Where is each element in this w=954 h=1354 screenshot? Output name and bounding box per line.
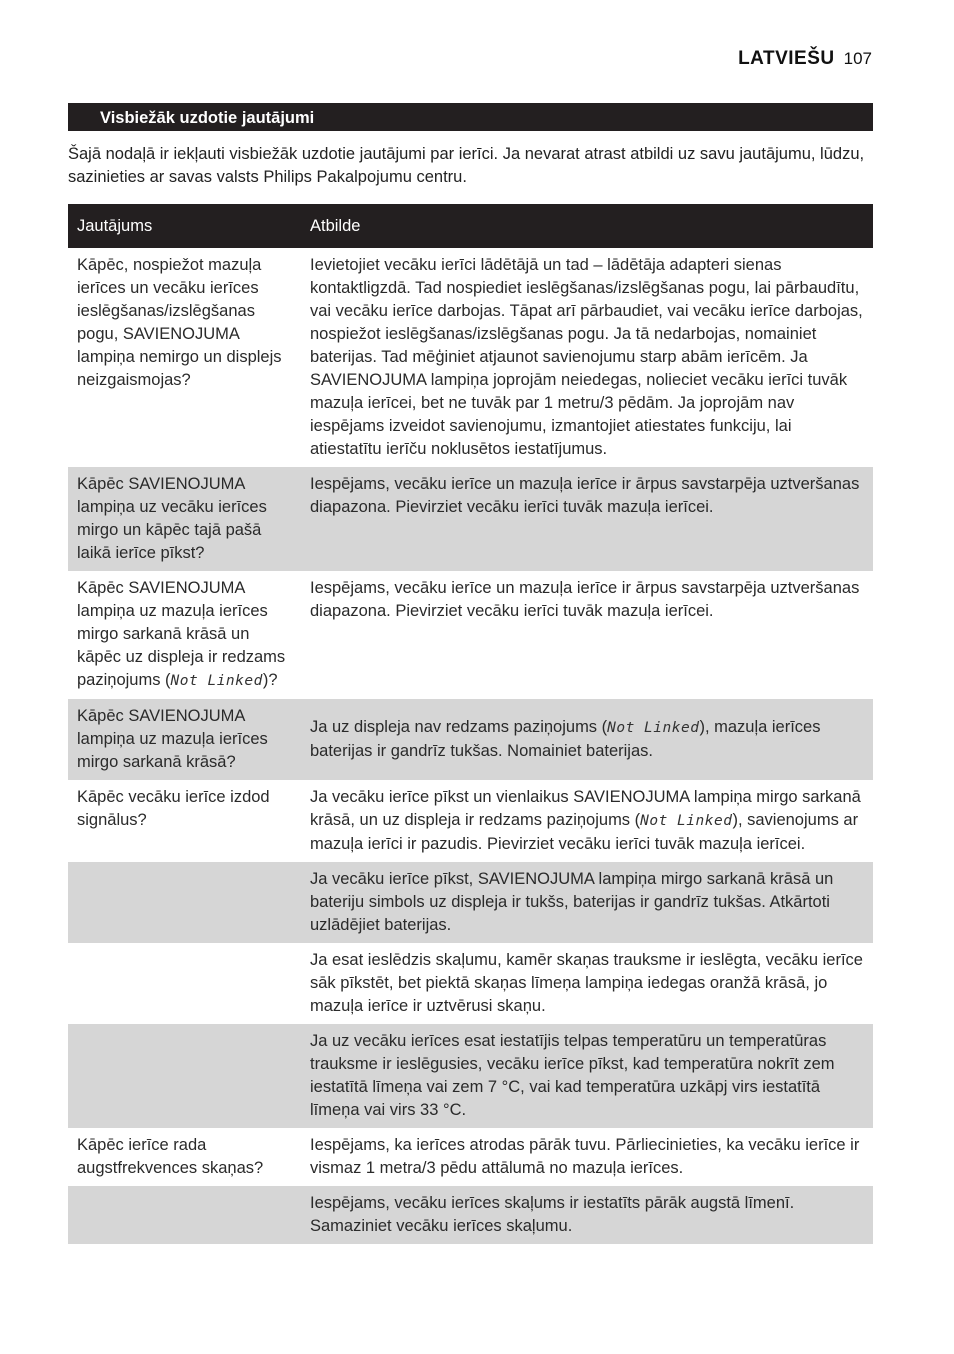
column-header-answer: Atbilde [301, 204, 873, 248]
faq-question: Kāpēc SAVIENOJUMA lampiņa uz vecāku ierīces mirgo un kāpēc tajā pašā laikā ierīce pīkst? [68, 467, 301, 571]
faq-question [68, 943, 301, 1024]
faq-row [68, 862, 873, 943]
faq-answer: Iespējams, vecāku ierīces skaļums ir iestatīts pārāk augstā līmenī. Samaziniet vecāku ierīces skaļumu. [301, 1186, 873, 1244]
language-label: LATVIEŠU [738, 48, 835, 69]
faq-row [68, 1186, 873, 1244]
faq-answer: Iespējams, vecāku ierīce un mazuļa ierīce ir ārpus savstarpēja uztveršanas diapazona. Pievirziet vecāku ierīci tuvāk mazuļa ierīcei. [310, 579, 860, 620]
faq-answer: Iespējams, ka ierīces atrodas pārāk tuvu. Pārliecinieties, ka vecāku ierīce ir vismaz 1 metra/3 pēdu attālumā no mazuļa ierīces. [310, 1136, 860, 1177]
page-header [738, 48, 872, 70]
lcd-message: Not Linked [640, 813, 733, 829]
faq-question: Kāpēc vecāku ierīce izdod signālus? [77, 788, 270, 829]
faq-row [68, 1024, 873, 1128]
faq-row [68, 780, 873, 862]
faq-question: Kāpēc, nospiežot mazuļa ierīces un vecāku ierīces ieslēgšanas/izslēgšanas pogu, SAVIENOJUMA lampiņa nemirgo un displejs neizgaismojas? [77, 256, 282, 389]
faq-question [68, 571, 301, 699]
faq-question [68, 862, 301, 943]
column-header-question: Jautājums [68, 204, 301, 248]
intro-paragraph: Šajā nodaļā ir iekļauti visbiežāk uzdotie jautājumi par ierīci. Ja nevarat atrast atbildi uz savu jautājumu, lūdzu, sazinieties ar savas valsts Philips Pakalpojumu centru. [68, 145, 865, 186]
faq-row [68, 943, 873, 1024]
faq-header-row [68, 204, 873, 248]
faq-row [68, 248, 873, 467]
faq-answer [301, 780, 873, 862]
faq-answer: Ja uz vecāku ierīces esat iestatījis telpas temperatūru un temperatūras trauksme ir ieslēgusies, vecāku ierīce pīkst, kad temperatūra nokrīt zem iestatītā līmeņa vai zem 7 °C, vai kad temperatūra uzkāpj virs iestatītā līmeņa vai virs 33 °C. [301, 1024, 873, 1128]
faq-question [68, 1024, 301, 1128]
answer-text-end: ), mazuļa ierīces baterijas ir gandrīz tukšas. Nomainiet baterijas. [310, 718, 821, 760]
answer-text-end: ), savienojums ar mazuļa ierīci ir pazudis. Pievirziet vecāku ierīci tuvāk mazuļa ierīcei. [310, 811, 859, 853]
faq-answer: Iespējams, vecāku ierīce un mazuļa ierīce ir ārpus savstarpēja uztveršanas diapazona. Pievirziet vecāku ierīci tuvāk mazuļa ierīcei. [301, 467, 873, 571]
lcd-message: Not Linked [170, 673, 263, 689]
lcd-message: Not Linked [607, 720, 700, 736]
faq-question: Kāpēc SAVIENOJUMA lampiņa uz mazuļa ierīces mirgo sarkanā krāsā? [68, 699, 301, 780]
answer-text: Ja vecāku ierīce pīkst un vienlaikus SAVIENOJUMA lampiņa mirgo sarkanā krāsā, un uz displeja ir redzams paziņojums ( [310, 788, 861, 829]
faq-answer: Ja esat ieslēdzis skaļumu, kamēr skaņas trauksme ir ieslēgta, vecāku ierīce sāk pīkstēt, bet piektā skaņas līmeņa lampiņa iedegas oranžā krāsā, jo mazuļa ierīce ir uztvērusi skaņu. [310, 951, 863, 1015]
faq-row [68, 1128, 873, 1186]
faq-row [68, 571, 873, 699]
page-number: 107 [843, 49, 872, 68]
section-title: Visbiežāk uzdotie jautājumi [68, 103, 873, 131]
faq-answer [301, 699, 873, 780]
faq-row [68, 467, 873, 571]
faq-answer: Ja vecāku ierīce pīkst, SAVIENOJUMA lampiņa mirgo sarkanā krāsā un bateriju simbols uz displeja ir tukšs, baterijas ir gandrīz tukšas. Atkārtoti uzlādējiet baterijas. [301, 862, 873, 943]
question-text: Kāpēc SAVIENOJUMA lampiņa uz mazuļa ierīces mirgo sarkanā krāsā un kāpēc uz displeja ir redzams paziņojums ( [77, 579, 286, 689]
faq-question [68, 1186, 301, 1244]
faq-row [68, 699, 873, 780]
question-text-end: )? [262, 671, 278, 689]
faq-answer: Ievietojiet vecāku ierīci lādētājā un tad – lādētāja adapteri sienas kontaktligzdā. Tad nospiediet ieslēgšanas/izslēgšanas pogu, lai pārbaudītu, vai vecāku ierīce darbojas. Tāpat arī pārbaudiet, vai vecāku ierīce darbojas, nospiežot ieslēgšanas/izslēgšanas pogu. Ja tā nedarbojas, nomainiet baterijas. Tad mēģiniet atjaunot savienojumu starp abām ierīcēm. Ja SAVIENOJUMA lampiņa joprojām neiedegas, nolieciet vecāku ierīci tuvāk mazuļa ierīcei, bet ne tuvāk par 1 metru/3 pēdām. Ja joprojām nav iespējams izveidot savienojumu, izmantojiet atiestates funkciju, lai atiestatītu ierīču noklusētos iestatījumus. [310, 256, 863, 458]
faq-table [68, 204, 873, 1244]
answer-text: Ja uz displeja nav redzams paziņojums ( [310, 718, 608, 736]
faq-question: Kāpēc ierīce rada augstfrekvences skaņas? [77, 1136, 264, 1177]
